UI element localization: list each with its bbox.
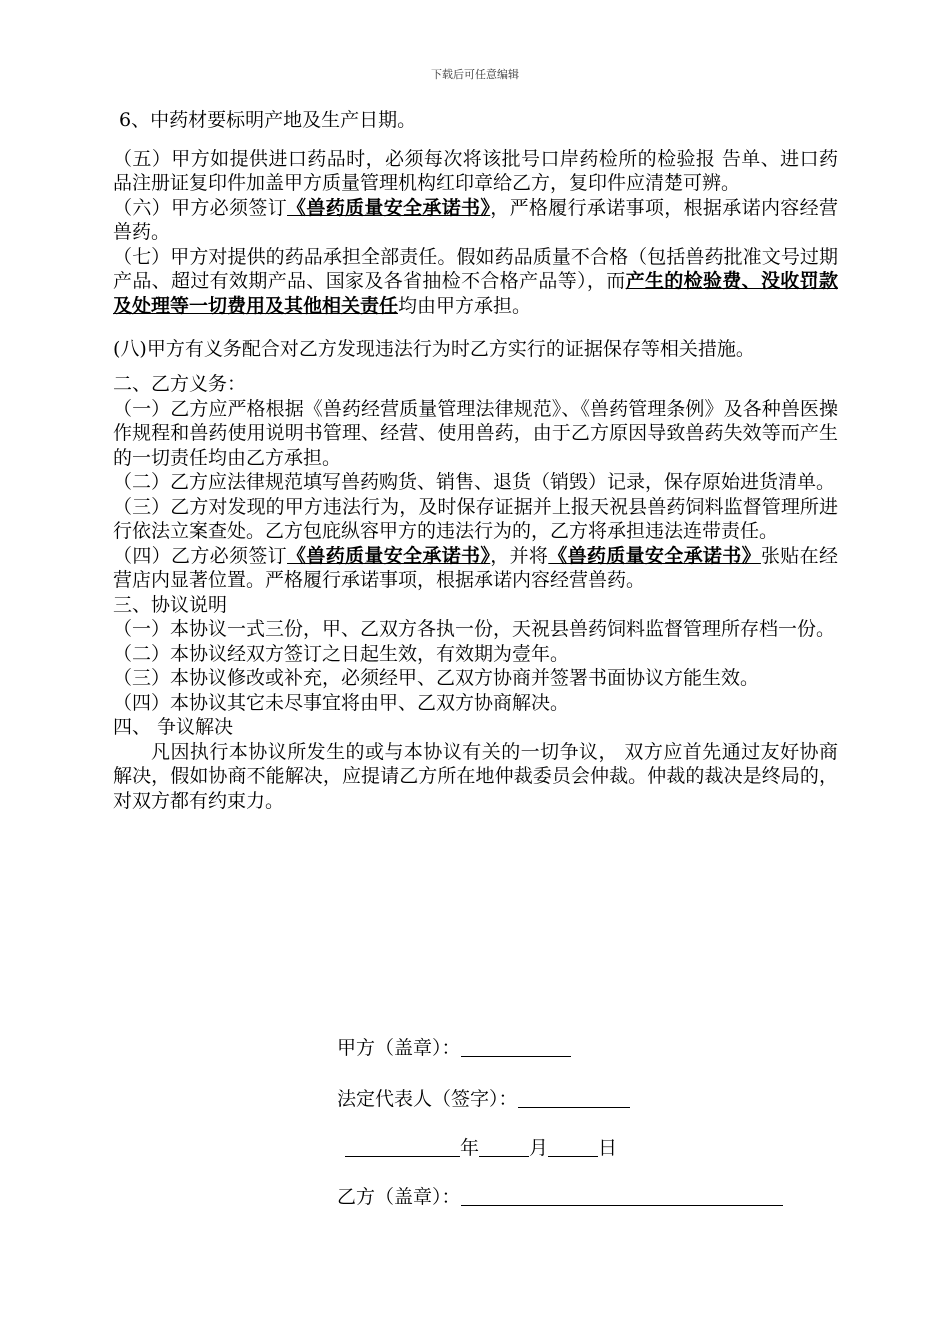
section-2-item-4: （四）乙方必须签订《兽药质量安全承诺书》，并将《兽药质量安全承诺书》张贴在经营店内显著位置。严格履行承诺事项，根据承诺内容经营兽药。: [113, 544, 838, 591]
year-blank[interactable]: [345, 1136, 460, 1157]
document-body: [113, 108, 838, 813]
section-2-title: 二、乙方义务：: [113, 373, 247, 395]
section-2-item-2: （二）乙方应法律规范填写兽药购货、销售、退货（销毁）记录，保存原始进货清单。: [113, 471, 836, 493]
section-4-title: 四、 争议解决: [113, 716, 234, 738]
section-3-item-3: （三）本协议修改或补充，必须经甲、乙双方协商并签署书面协议方能生效。: [113, 667, 760, 689]
clause-8: (八)甲方有义务配合对乙方发现违法行为时乙方实行的证据保存等相关措施。: [113, 338, 755, 360]
party-b-seal-blank[interactable]: [461, 1185, 783, 1206]
liability-emphasis: 产生的检验费、没收罚款及处理等一切费用及其他相关责任: [113, 270, 838, 317]
commitment-title: 《兽药质量安全承诺书》: [287, 196, 491, 219]
party-a-seal-blank[interactable]: [461, 1036, 571, 1057]
party-b-seal-line: 乙方（盖章）：: [337, 1182, 783, 1209]
item-6: 6、中药材要标明产地及生产日期。: [119, 109, 417, 131]
commitment-title: 《兽药质量安全承诺书》: [287, 544, 491, 567]
clause-7: （七）甲方对提供的药品承担全部责任。假如药品质量不合格（包括兽药批准文号过期产品、超过有效期产品、国家及各省抽检不合格产品等），而产生的检验费、没收罚款及处理等一切费用及其他相关责任均由甲方承担。: [113, 245, 838, 317]
clause-5: （五）甲方如提供进口药品时，必须每次将该批号口岸药检所的检验报 告单、进口药品注册证复印件加盖甲方质量管理机构红印章给乙方，复印件应清楚可辨。: [113, 147, 838, 194]
section-2-item-3: （三）乙方对发现的甲方违法行为，及时保存证据并上报天祝县兽药饲料监督管理所进行依法立案查处。乙方包庇纵容甲方的违法行为的，乙方将承担违法连带责任。: [113, 495, 838, 542]
legal-rep-sign-blank[interactable]: [518, 1087, 630, 1108]
legal-rep-sign-line: 法定代表人（签字）：: [337, 1084, 630, 1111]
party-a-seal-line: 甲方（盖章）：: [337, 1033, 571, 1060]
section-4-body: 凡因执行本协议所发生的或与本协议有关的一切争议， 双方应首先通过友好协商解决，假如协商不能解决，应提请乙方所在地仲裁委员会仲裁。仲裁的裁决是终局的，对双方都有约束力。: [113, 740, 838, 812]
clause-6: （六）甲方必须签订《兽药质量安全承诺书》，严格履行承诺事项，根据承诺内容经营兽药。: [113, 196, 838, 243]
date-line: 年 月 日: [345, 1133, 617, 1160]
section-3-item-4: （四）本协议其它未尽事宜将由甲、乙双方协商解决。: [113, 691, 570, 714]
page-header-note: 下载后可任意编辑: [431, 68, 519, 81]
section-3-item-2: （二）本协议经双方签订之日起生效，有效期为壹年。: [113, 642, 570, 665]
month-blank[interactable]: [479, 1136, 529, 1157]
section-2-item-1: （一）乙方应严格根据《兽药经营质量管理法律规范》、《兽药管理条例》及各种兽医操作规程和兽药使用说明书管理、经营、使用兽药，由于乙方原因导致兽药失效等而产生的一切责任均由乙方承担。: [113, 397, 838, 469]
section-3-item-1: （一）本协议一式三份，甲、乙双方各执一份，天祝县兽药饲料监督管理所存档一份。: [113, 618, 836, 640]
day-blank[interactable]: [548, 1136, 598, 1157]
commitment-title: 《兽药质量安全承诺书》: [548, 544, 761, 567]
section-3-title: 三、协议说明: [113, 593, 228, 616]
